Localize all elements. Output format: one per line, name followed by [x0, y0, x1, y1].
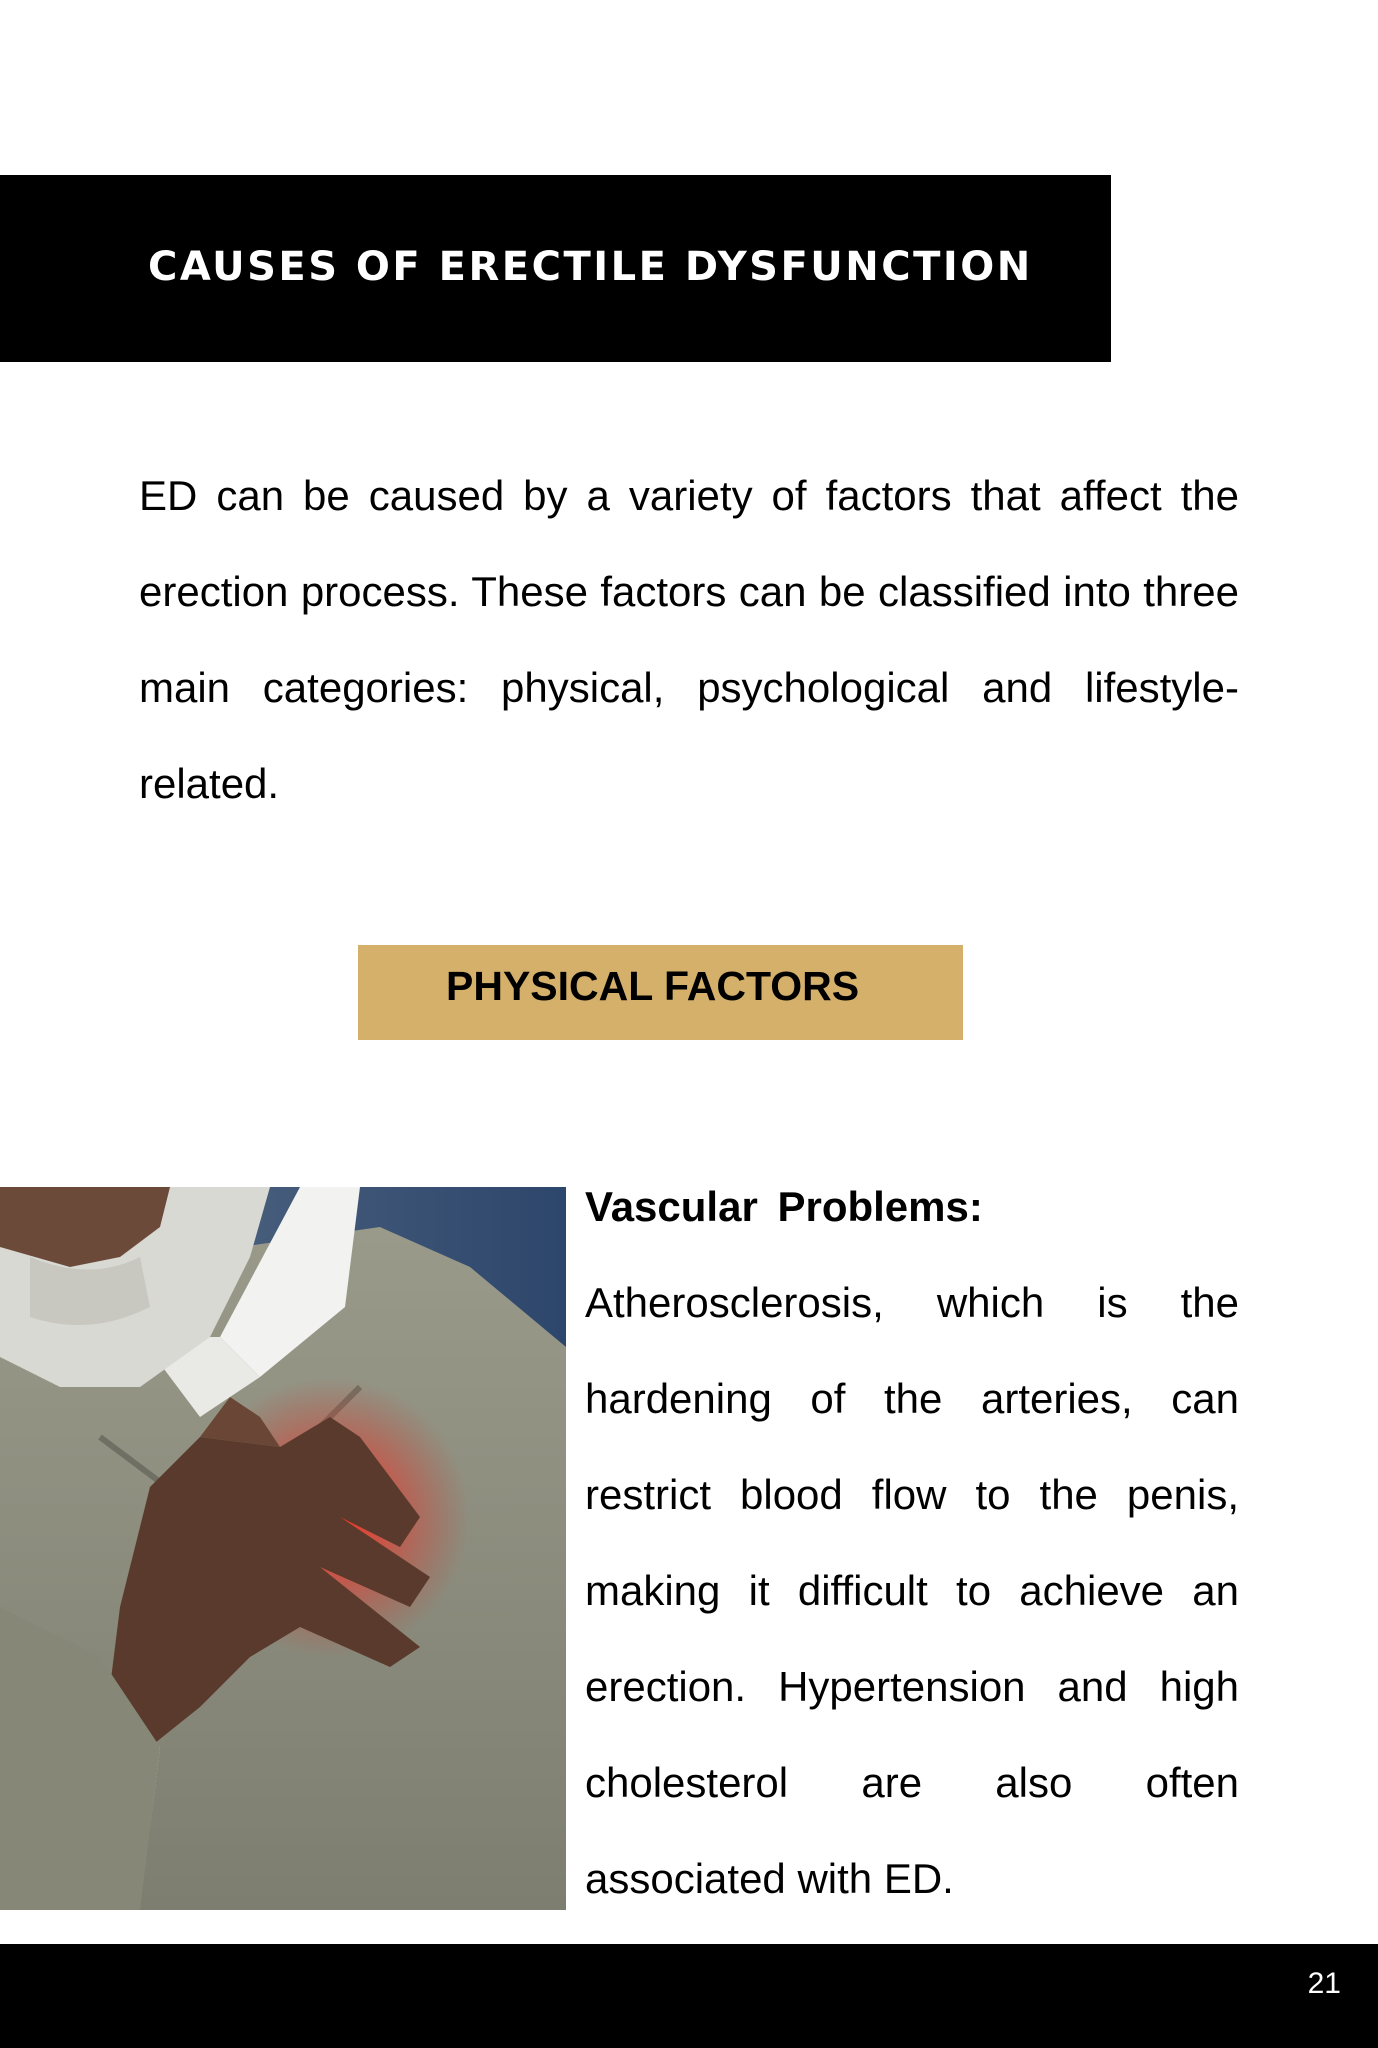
vascular-heading: Vascular Problems:	[585, 1183, 983, 1230]
page-number: 21	[1307, 1967, 1341, 2000]
intro-paragraph: ED can be caused by a variety of factors that affect the erection process. These factors can be classified into three main categories: physical, psychological and lifestyle-related.	[139, 472, 1239, 807]
vascular-paragraph: Atherosclerosis, which is the hardening of the arteries, can restrict blood flow to the penis, making it difficult to achieve an erection. Hypertension and high cholesterol are also often associated with ED.	[585, 1279, 1239, 1902]
section-heading: PHYSICAL FACTORS	[446, 963, 860, 1009]
vascular-section	[585, 1159, 1239, 1927]
chest-pain-photo	[0, 1187, 566, 1910]
page-title: CAUSES OF ERECTILE DYSFUNCTION	[148, 244, 1033, 290]
page-footer	[0, 1944, 1378, 2048]
